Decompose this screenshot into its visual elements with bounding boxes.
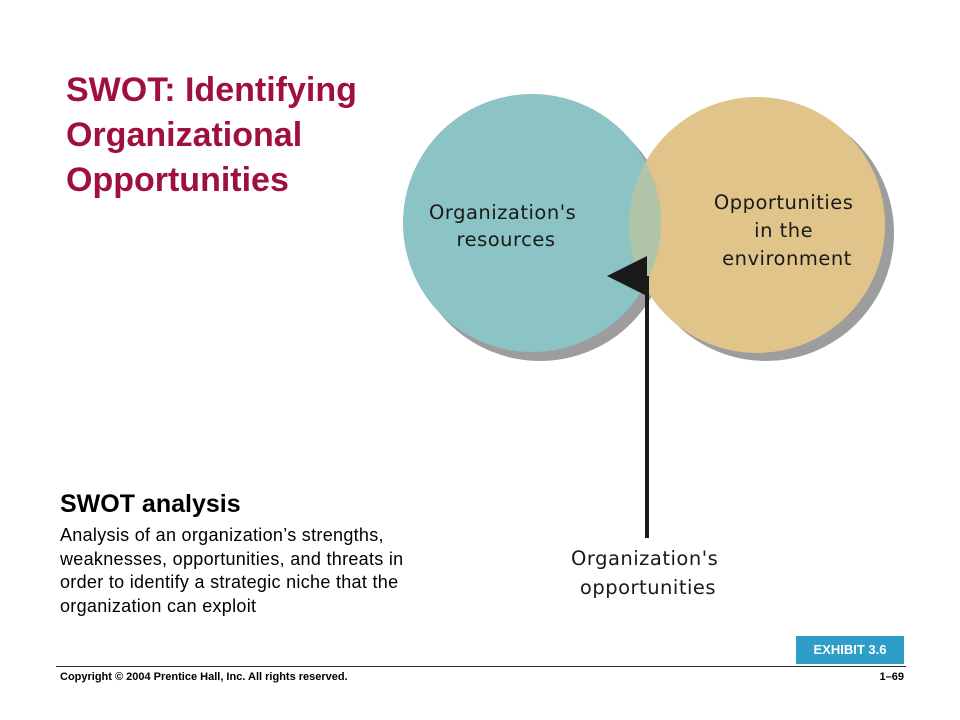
definition-line: Analysis of an organization’s strengths, <box>60 525 384 545</box>
definition-block <box>60 488 520 618</box>
definition-text <box>60 524 520 618</box>
title-line: Organizational <box>66 116 303 154</box>
left-circle-label: Organization's resources <box>429 201 577 251</box>
page-number: 1–69 <box>879 671 904 683</box>
footer-divider <box>56 666 906 667</box>
pointer-label: Organization's opportunities <box>571 547 719 599</box>
title-line: SWOT: Identifying <box>66 71 357 109</box>
copyright-text: Copyright © 2004 Prentice Hall, Inc. All rights reserved. <box>60 671 348 683</box>
definition-term: SWOT analysis <box>60 490 241 518</box>
definition-line: weaknesses, opportunities, and threats in <box>60 548 404 569</box>
right-circle-label: Opportunities in the environment <box>713 191 854 270</box>
definition-line: order to identify a strategic niche that the <box>60 572 399 592</box>
title-line: Opportunities <box>66 161 289 199</box>
exhibit-badge: EXHIBIT 3.6 <box>796 636 904 664</box>
definition-line: organization can exploit <box>60 595 257 616</box>
